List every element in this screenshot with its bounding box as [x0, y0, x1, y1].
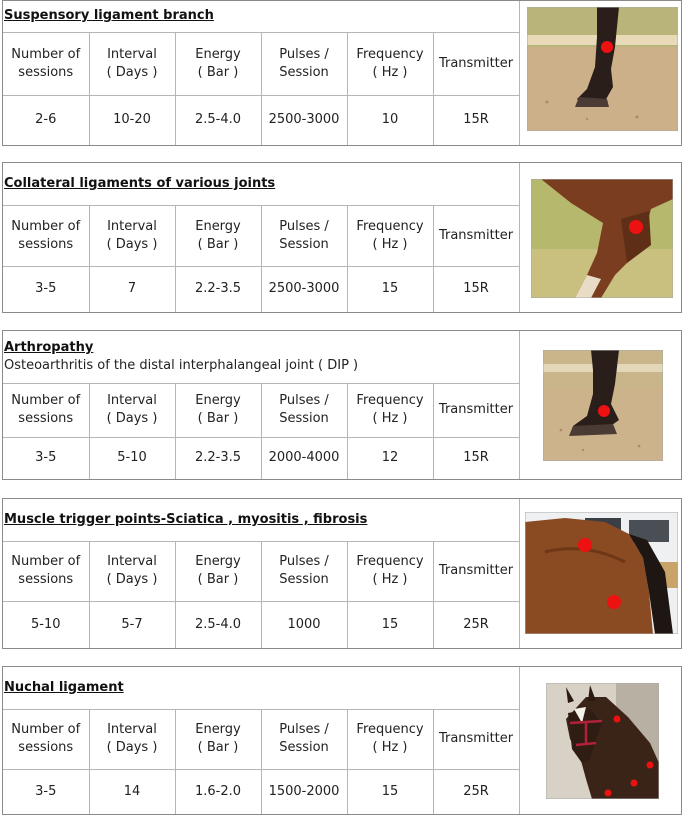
value-sessions: 2-6	[3, 95, 89, 145]
header-transmitter: Transmitter	[433, 205, 519, 266]
header-sessions: Number of sessions	[3, 205, 89, 266]
header-energy: Energy ( Bar )	[175, 32, 261, 95]
block-title-cell	[3, 499, 519, 541]
value-frequency: 12	[347, 437, 433, 479]
treatment-block-nuchal	[2, 666, 682, 815]
header-interval: Interval ( Days )	[89, 709, 175, 769]
value-energy: 2.5-4.0	[175, 601, 261, 648]
horse-hoof-photo	[543, 350, 663, 461]
value-pulses: 2500-3000	[261, 266, 347, 312]
value-sessions: 3-5	[3, 437, 89, 479]
horse-head-photo	[546, 683, 659, 799]
block-title: Nuchal ligament	[4, 679, 124, 695]
header-sessions: Number of sessions	[3, 32, 89, 95]
header-interval: Interval ( Days )	[89, 32, 175, 95]
header-pulses: Pulses / Session	[261, 205, 347, 266]
block-title-cell	[3, 163, 519, 205]
header-transmitter: Transmitter	[433, 383, 519, 437]
header-frequency: Frequency ( Hz )	[347, 205, 433, 266]
value-interval: 10-20	[89, 95, 175, 145]
value-pulses: 1500-2000	[261, 769, 347, 814]
value-interval: 5-7	[89, 601, 175, 648]
value-transmitter: 25R	[433, 769, 519, 814]
header-interval: Interval ( Days )	[89, 541, 175, 601]
header-pulses: Pulses / Session	[261, 32, 347, 95]
header-sessions: Number of sessions	[3, 541, 89, 601]
header-frequency: Frequency ( Hz )	[347, 32, 433, 95]
header-transmitter: Transmitter	[433, 709, 519, 769]
value-transmitter: 15R	[433, 266, 519, 312]
header-sessions: Number of sessions	[3, 709, 89, 769]
header-transmitter: Transmitter	[433, 541, 519, 601]
header-transmitter: Transmitter	[433, 32, 519, 95]
block-title-cell	[3, 331, 519, 383]
header-energy: Energy ( Bar )	[175, 383, 261, 437]
value-energy: 1.6-2.0	[175, 769, 261, 814]
value-sessions: 3-5	[3, 266, 89, 312]
value-interval: 7	[89, 266, 175, 312]
header-energy: Energy ( Bar )	[175, 541, 261, 601]
value-pulses: 2500-3000	[261, 95, 347, 145]
header-pulses: Pulses / Session	[261, 541, 347, 601]
treatment-block-arthropathy	[2, 330, 682, 480]
treatment-block-suspensory	[2, 0, 682, 146]
value-interval: 14	[89, 769, 175, 814]
header-pulses: Pulses / Session	[261, 383, 347, 437]
value-interval: 5-10	[89, 437, 175, 479]
horse-hindquarter-photo	[525, 512, 678, 634]
header-sessions: Number of sessions	[3, 383, 89, 437]
value-transmitter: 15R	[433, 95, 519, 145]
treatment-block-collateral	[2, 162, 682, 313]
value-energy: 2.5-4.0	[175, 95, 261, 145]
value-transmitter: 15R	[433, 437, 519, 479]
header-frequency: Frequency ( Hz )	[347, 541, 433, 601]
block-title: Arthropathy	[4, 339, 94, 355]
block-title: Suspensory ligament branch	[4, 8, 214, 24]
block-title-cell	[3, 667, 519, 709]
horse-hock-photo	[531, 179, 673, 298]
value-frequency: 15	[347, 601, 433, 648]
header-interval: Interval ( Days )	[89, 383, 175, 437]
value-frequency: 10	[347, 95, 433, 145]
horse-lower-leg-photo	[527, 7, 678, 131]
header-energy: Energy ( Bar )	[175, 205, 261, 266]
value-transmitter: 25R	[433, 601, 519, 648]
header-energy: Energy ( Bar )	[175, 709, 261, 769]
value-energy: 2.2-3.5	[175, 266, 261, 312]
value-energy: 2.2-3.5	[175, 437, 261, 479]
block-title-cell	[3, 1, 519, 32]
block-subtitle: Osteoarthritis of the distal interphalangeal joint ( DIP )	[4, 357, 359, 373]
block-title: Collateral ligaments of various joints	[4, 175, 276, 191]
header-frequency: Frequency ( Hz )	[347, 709, 433, 769]
header-pulses: Pulses / Session	[261, 709, 347, 769]
value-frequency: 15	[347, 266, 433, 312]
header-interval: Interval ( Days )	[89, 205, 175, 266]
value-pulses: 1000	[261, 601, 347, 648]
treatment-block-muscle	[2, 498, 682, 649]
value-frequency: 15	[347, 769, 433, 814]
value-pulses: 2000-4000	[261, 437, 347, 479]
value-sessions: 3-5	[3, 769, 89, 814]
header-frequency: Frequency ( Hz )	[347, 383, 433, 437]
value-sessions: 5-10	[3, 601, 89, 648]
block-title: Muscle trigger points-Sciatica , myositis , fibrosis	[4, 511, 368, 527]
